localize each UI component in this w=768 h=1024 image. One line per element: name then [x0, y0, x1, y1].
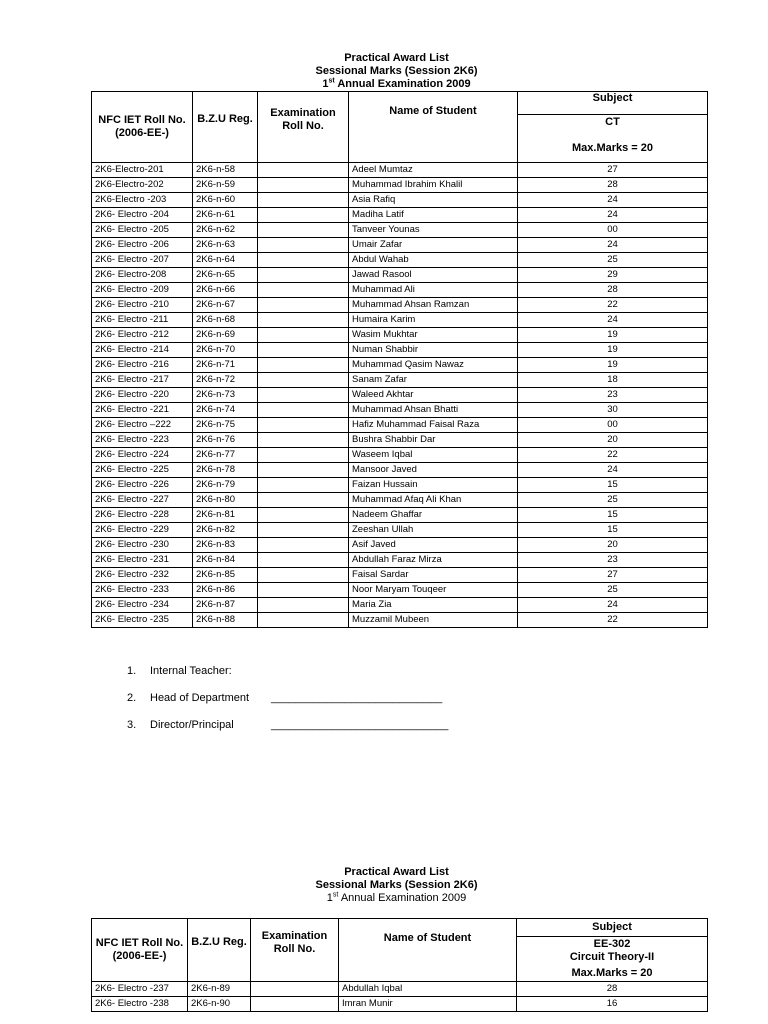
roll-no-cell: 2K6- Electro -233 [92, 583, 193, 598]
exam-roll-cell [258, 568, 349, 583]
reg-cell: 2K6-n-61 [193, 208, 258, 223]
student-name-cell: Abdul Wahab [349, 253, 518, 268]
roll-no-cell: 2K6- Electro -220 [92, 388, 193, 403]
exam-roll-cell [251, 982, 339, 997]
reg-cell: 2K6-n-60 [193, 193, 258, 208]
table-row [92, 208, 708, 223]
exam-roll-cell [258, 433, 349, 448]
student-name-cell: Muhammad Qasim Nawaz [349, 358, 518, 373]
student-name-cell: Humaira Karim [349, 313, 518, 328]
table-row [92, 178, 708, 193]
header-subject-code: EE-302 Circuit Theory-II Max.Marks = 20 [517, 937, 708, 982]
reg-cell: 2K6-n-75 [193, 418, 258, 433]
exam-roll-cell [258, 448, 349, 463]
reg-cell: 2K6-n-73 [193, 388, 258, 403]
roll-no-cell: 2K6- Electro -207 [92, 253, 193, 268]
exam-roll-cell [258, 523, 349, 538]
exam-roll-cell [258, 313, 349, 328]
marks-cell: 15 [518, 523, 708, 538]
signature-line-3 [127, 718, 449, 732]
marks-cell: 22 [518, 448, 708, 463]
roll-no-cell: 2K6- Electro -229 [92, 523, 193, 538]
marks-cell: 27 [518, 568, 708, 583]
award-table-1 [91, 91, 708, 628]
table-row [92, 388, 708, 403]
table-row [92, 478, 708, 493]
table-row [92, 553, 708, 568]
student-name-cell: Waseem Iqbal [349, 448, 518, 463]
student-name-cell: Adeel Mumtaz [349, 163, 518, 178]
roll-no-cell: 2K6- Electro -216 [92, 358, 193, 373]
exam-roll-cell [258, 298, 349, 313]
header-roll-no: NFC IET Roll No. (2006-EE-) [92, 92, 193, 163]
reg-cell: 2K6-n-88 [193, 613, 258, 628]
table-row [92, 613, 708, 628]
roll-no-cell: 2K6- Electro -224 [92, 448, 193, 463]
exam-roll-cell [258, 238, 349, 253]
roll-no-cell: 2K6- Electro –222 [92, 418, 193, 433]
table-row [92, 343, 708, 358]
reg-cell: 2K6-n-72 [193, 373, 258, 388]
marks-cell: 28 [518, 178, 708, 193]
list-number: 1. [127, 665, 137, 677]
reg-cell: 2K6-n-63 [193, 238, 258, 253]
signature-label: Head of Department [150, 692, 250, 704]
student-name-cell: Muhammad Ibrahim Khalil [349, 178, 518, 193]
marks-cell: 22 [518, 298, 708, 313]
header-subject-code: CT Max.Marks = 20 [518, 115, 708, 163]
exam-roll-cell [258, 328, 349, 343]
signature-blank: ____________________________ [271, 692, 443, 704]
student-name-cell: Mansoor Javed [349, 463, 518, 478]
marks-cell: 24 [518, 208, 708, 223]
exam-roll-cell [258, 613, 349, 628]
roll-no-cell: 2K6- Electro -232 [92, 568, 193, 583]
marks-cell: 23 [518, 388, 708, 403]
reg-cell: 2K6-n-89 [188, 982, 251, 997]
table-row [92, 268, 708, 283]
marks-cell: 24 [518, 238, 708, 253]
marks-cell: 23 [518, 553, 708, 568]
exam-roll-cell [258, 418, 349, 433]
header-exam-roll: Examination Roll No. [251, 919, 339, 982]
table-row [92, 493, 708, 508]
exam-roll-cell [258, 268, 349, 283]
header-subject: Subject [517, 919, 708, 937]
table-row [92, 508, 708, 523]
roll-no-cell: 2K6-Electro-202 [92, 178, 193, 193]
table-row [92, 448, 708, 463]
award-table-2 [91, 918, 708, 1012]
table-row [92, 523, 708, 538]
session-line: Sessional Marks (Session 2K6) [315, 879, 478, 891]
student-name-cell: Nadeem Ghaffar [349, 508, 518, 523]
student-name-cell: Muhammad Ahsan Bhatti [349, 403, 518, 418]
header-student-name: Name of Student [349, 92, 518, 163]
marks-cell: 25 [518, 493, 708, 508]
header-bzu-reg: B.Z.U Reg. [193, 92, 258, 163]
student-name-cell: Hafiz Muhammad Faisal Raza [349, 418, 518, 433]
reg-cell: 2K6-n-64 [193, 253, 258, 268]
marks-cell: 24 [518, 463, 708, 478]
student-name-cell: Zeeshan Ullah [349, 523, 518, 538]
roll-no-cell: 2K6- Electro -238 [92, 997, 188, 1012]
student-name-cell: Muhammad Ahsan Ramzan [349, 298, 518, 313]
table-row [92, 538, 708, 553]
exam-roll-cell [258, 493, 349, 508]
exam-roll-cell [258, 388, 349, 403]
exam-roll-cell [258, 463, 349, 478]
student-name-cell: Abdullah Iqbal [339, 982, 517, 997]
exam-line: 1st Annual Examination 2009 [322, 77, 471, 90]
student-name-cell: Abdullah Faraz Mirza [349, 553, 518, 568]
roll-no-cell: 2K6-Electro -203 [92, 193, 193, 208]
marks-cell: 15 [518, 508, 708, 523]
exam-roll-cell [258, 253, 349, 268]
reg-cell: 2K6-n-84 [193, 553, 258, 568]
table-row [92, 418, 708, 433]
reg-cell: 2K6-n-86 [193, 583, 258, 598]
table-row [92, 193, 708, 208]
header-exam-roll: Examination Roll No. [258, 92, 349, 163]
roll-no-cell: 2K6-Electro-201 [92, 163, 193, 178]
award-list-title-2 [0, 866, 768, 905]
marks-cell: 20 [518, 433, 708, 448]
marks-cell: 25 [518, 253, 708, 268]
table-row [92, 283, 708, 298]
table-row [92, 358, 708, 373]
student-name-cell: Muzzamil Mubeen [349, 613, 518, 628]
marks-cell: 18 [518, 373, 708, 388]
exam-roll-cell [258, 373, 349, 388]
student-name-cell: Madiha Latif [349, 208, 518, 223]
list-number: 3. [127, 719, 137, 731]
exam-roll-cell [258, 283, 349, 298]
roll-no-cell: 2K6- Electro -211 [92, 313, 193, 328]
exam-roll-cell [258, 478, 349, 493]
exam-roll-cell [258, 193, 349, 208]
reg-cell: 2K6-n-74 [193, 403, 258, 418]
exam-roll-cell [258, 178, 349, 193]
roll-no-cell: 2K6- Electro -228 [92, 508, 193, 523]
exam-roll-cell [258, 598, 349, 613]
table-row [92, 313, 708, 328]
reg-cell: 2K6-n-71 [193, 358, 258, 373]
student-name-cell: Wasim Mukhtar [349, 328, 518, 343]
exam-roll-cell [258, 358, 349, 373]
student-name-cell: Noor Maryam Touqeer [349, 583, 518, 598]
roll-no-cell: 2K6- Electro -206 [92, 238, 193, 253]
table-row [92, 463, 708, 478]
reg-cell: 2K6-n-83 [193, 538, 258, 553]
reg-cell: 2K6-n-78 [193, 463, 258, 478]
reg-cell: 2K6-n-65 [193, 268, 258, 283]
marks-cell: 22 [518, 613, 708, 628]
marks-cell: 27 [518, 163, 708, 178]
roll-no-cell: 2K6- Electro -212 [92, 328, 193, 343]
roll-no-cell: 2K6- Electro -225 [92, 463, 193, 478]
header-roll-no: NFC IET Roll No. (2006-EE-) [92, 919, 188, 982]
roll-no-cell: 2K6- Electro-208 [92, 268, 193, 283]
marks-cell: 28 [518, 283, 708, 298]
exam-roll-cell [258, 538, 349, 553]
marks-cell: 24 [518, 193, 708, 208]
award-list-title-1 [0, 52, 768, 91]
exam-roll-cell [251, 997, 339, 1012]
marks-cell: 28 [517, 982, 708, 997]
marks-cell: 24 [518, 313, 708, 328]
student-name-cell: Bushra Shabbir Dar [349, 433, 518, 448]
marks-cell: 29 [518, 268, 708, 283]
header-student-name: Name of Student [339, 919, 517, 982]
reg-cell: 2K6-n-80 [193, 493, 258, 508]
signature-line-2 [127, 691, 443, 705]
table-row [92, 253, 708, 268]
table-row [92, 373, 708, 388]
reg-cell: 2K6-n-70 [193, 343, 258, 358]
reg-cell: 2K6-n-79 [193, 478, 258, 493]
exam-roll-cell [258, 343, 349, 358]
header-bzu-reg: B.Z.U Reg. [188, 919, 251, 982]
student-name-cell: Faisal Sardar [349, 568, 518, 583]
table-row [92, 163, 708, 178]
marks-cell: 25 [518, 583, 708, 598]
title-line: Practical Award List [344, 866, 449, 878]
reg-cell: 2K6-n-76 [193, 433, 258, 448]
student-name-cell: Tanveer Younas [349, 223, 518, 238]
signature-label: Internal Teacher: [150, 665, 232, 677]
marks-cell: 20 [518, 538, 708, 553]
marks-cell: 30 [518, 403, 708, 418]
table-row [92, 238, 708, 253]
reg-cell: 2K6-n-68 [193, 313, 258, 328]
roll-no-cell: 2K6- Electro -234 [92, 598, 193, 613]
reg-cell: 2K6-n-58 [193, 163, 258, 178]
exam-roll-cell [258, 208, 349, 223]
reg-cell: 2K6-n-87 [193, 598, 258, 613]
marks-cell: 00 [518, 223, 708, 238]
table-row [92, 298, 708, 313]
exam-line: 1st Annual Examination 2009 [326, 891, 467, 904]
exam-roll-cell [258, 163, 349, 178]
roll-no-cell: 2K6- Electro -210 [92, 298, 193, 313]
student-name-cell: Jawad Rasool [349, 268, 518, 283]
table-row [92, 598, 708, 613]
list-number: 2. [127, 692, 137, 704]
table-row [92, 223, 708, 238]
exam-roll-cell [258, 403, 349, 418]
student-name-cell: Faizan Hussain [349, 478, 518, 493]
marks-cell: 16 [517, 997, 708, 1012]
roll-no-cell: 2K6- Electro -227 [92, 493, 193, 508]
reg-cell: 2K6-n-77 [193, 448, 258, 463]
marks-cell: 15 [518, 478, 708, 493]
student-name-cell: Asif Javed [349, 538, 518, 553]
roll-no-cell: 2K6- Electro -235 [92, 613, 193, 628]
table-row [92, 997, 708, 1012]
reg-cell: 2K6-n-85 [193, 568, 258, 583]
reg-cell: 2K6-n-69 [193, 328, 258, 343]
student-name-cell: Asia Rafiq [349, 193, 518, 208]
roll-no-cell: 2K6- Electro -231 [92, 553, 193, 568]
student-name-cell: Imran Munir [339, 997, 517, 1012]
table-row [92, 982, 708, 997]
reg-cell: 2K6-n-82 [193, 523, 258, 538]
student-name-cell: Muhammad Afaq Ali Khan [349, 493, 518, 508]
reg-cell: 2K6-n-90 [188, 997, 251, 1012]
student-name-cell: Waleed Akhtar [349, 388, 518, 403]
marks-cell: 24 [518, 598, 708, 613]
roll-no-cell: 2K6- Electro -237 [92, 982, 188, 997]
table-row [92, 328, 708, 343]
table-row [92, 433, 708, 448]
table-row [92, 403, 708, 418]
reg-cell: 2K6-n-67 [193, 298, 258, 313]
roll-no-cell: 2K6- Electro -226 [92, 478, 193, 493]
marks-cell: 19 [518, 358, 708, 373]
roll-no-cell: 2K6- Electro -204 [92, 208, 193, 223]
signature-label: Director/Principal [150, 719, 234, 731]
student-name-cell: Muhammad Ali [349, 283, 518, 298]
student-name-cell: Sanam Zafar [349, 373, 518, 388]
marks-cell: 19 [518, 328, 708, 343]
marks-cell: 00 [518, 418, 708, 433]
roll-no-cell: 2K6- Electro -205 [92, 223, 193, 238]
signature-line-1 [127, 664, 232, 678]
roll-no-cell: 2K6- Electro -223 [92, 433, 193, 448]
reg-cell: 2K6-n-62 [193, 223, 258, 238]
roll-no-cell: 2K6- Electro -217 [92, 373, 193, 388]
reg-cell: 2K6-n-59 [193, 178, 258, 193]
reg-cell: 2K6-n-81 [193, 508, 258, 523]
table-row [92, 568, 708, 583]
student-name-cell: Maria Zia [349, 598, 518, 613]
student-name-cell: Numan Shabbir [349, 343, 518, 358]
exam-roll-cell [258, 583, 349, 598]
table-row [92, 583, 708, 598]
reg-cell: 2K6-n-66 [193, 283, 258, 298]
student-name-cell: Umair Zafar [349, 238, 518, 253]
title-line: Practical Award List [344, 52, 449, 64]
exam-roll-cell [258, 553, 349, 568]
roll-no-cell: 2K6- Electro -221 [92, 403, 193, 418]
header-subject: Subject [518, 92, 708, 115]
roll-no-cell: 2K6- Electro -214 [92, 343, 193, 358]
roll-no-cell: 2K6- Electro -209 [92, 283, 193, 298]
session-line: Sessional Marks (Session 2K6) [315, 65, 478, 77]
signature-blank: _____________________________ [271, 719, 449, 731]
roll-no-cell: 2K6- Electro -230 [92, 538, 193, 553]
exam-roll-cell [258, 508, 349, 523]
marks-cell: 19 [518, 343, 708, 358]
exam-roll-cell [258, 223, 349, 238]
